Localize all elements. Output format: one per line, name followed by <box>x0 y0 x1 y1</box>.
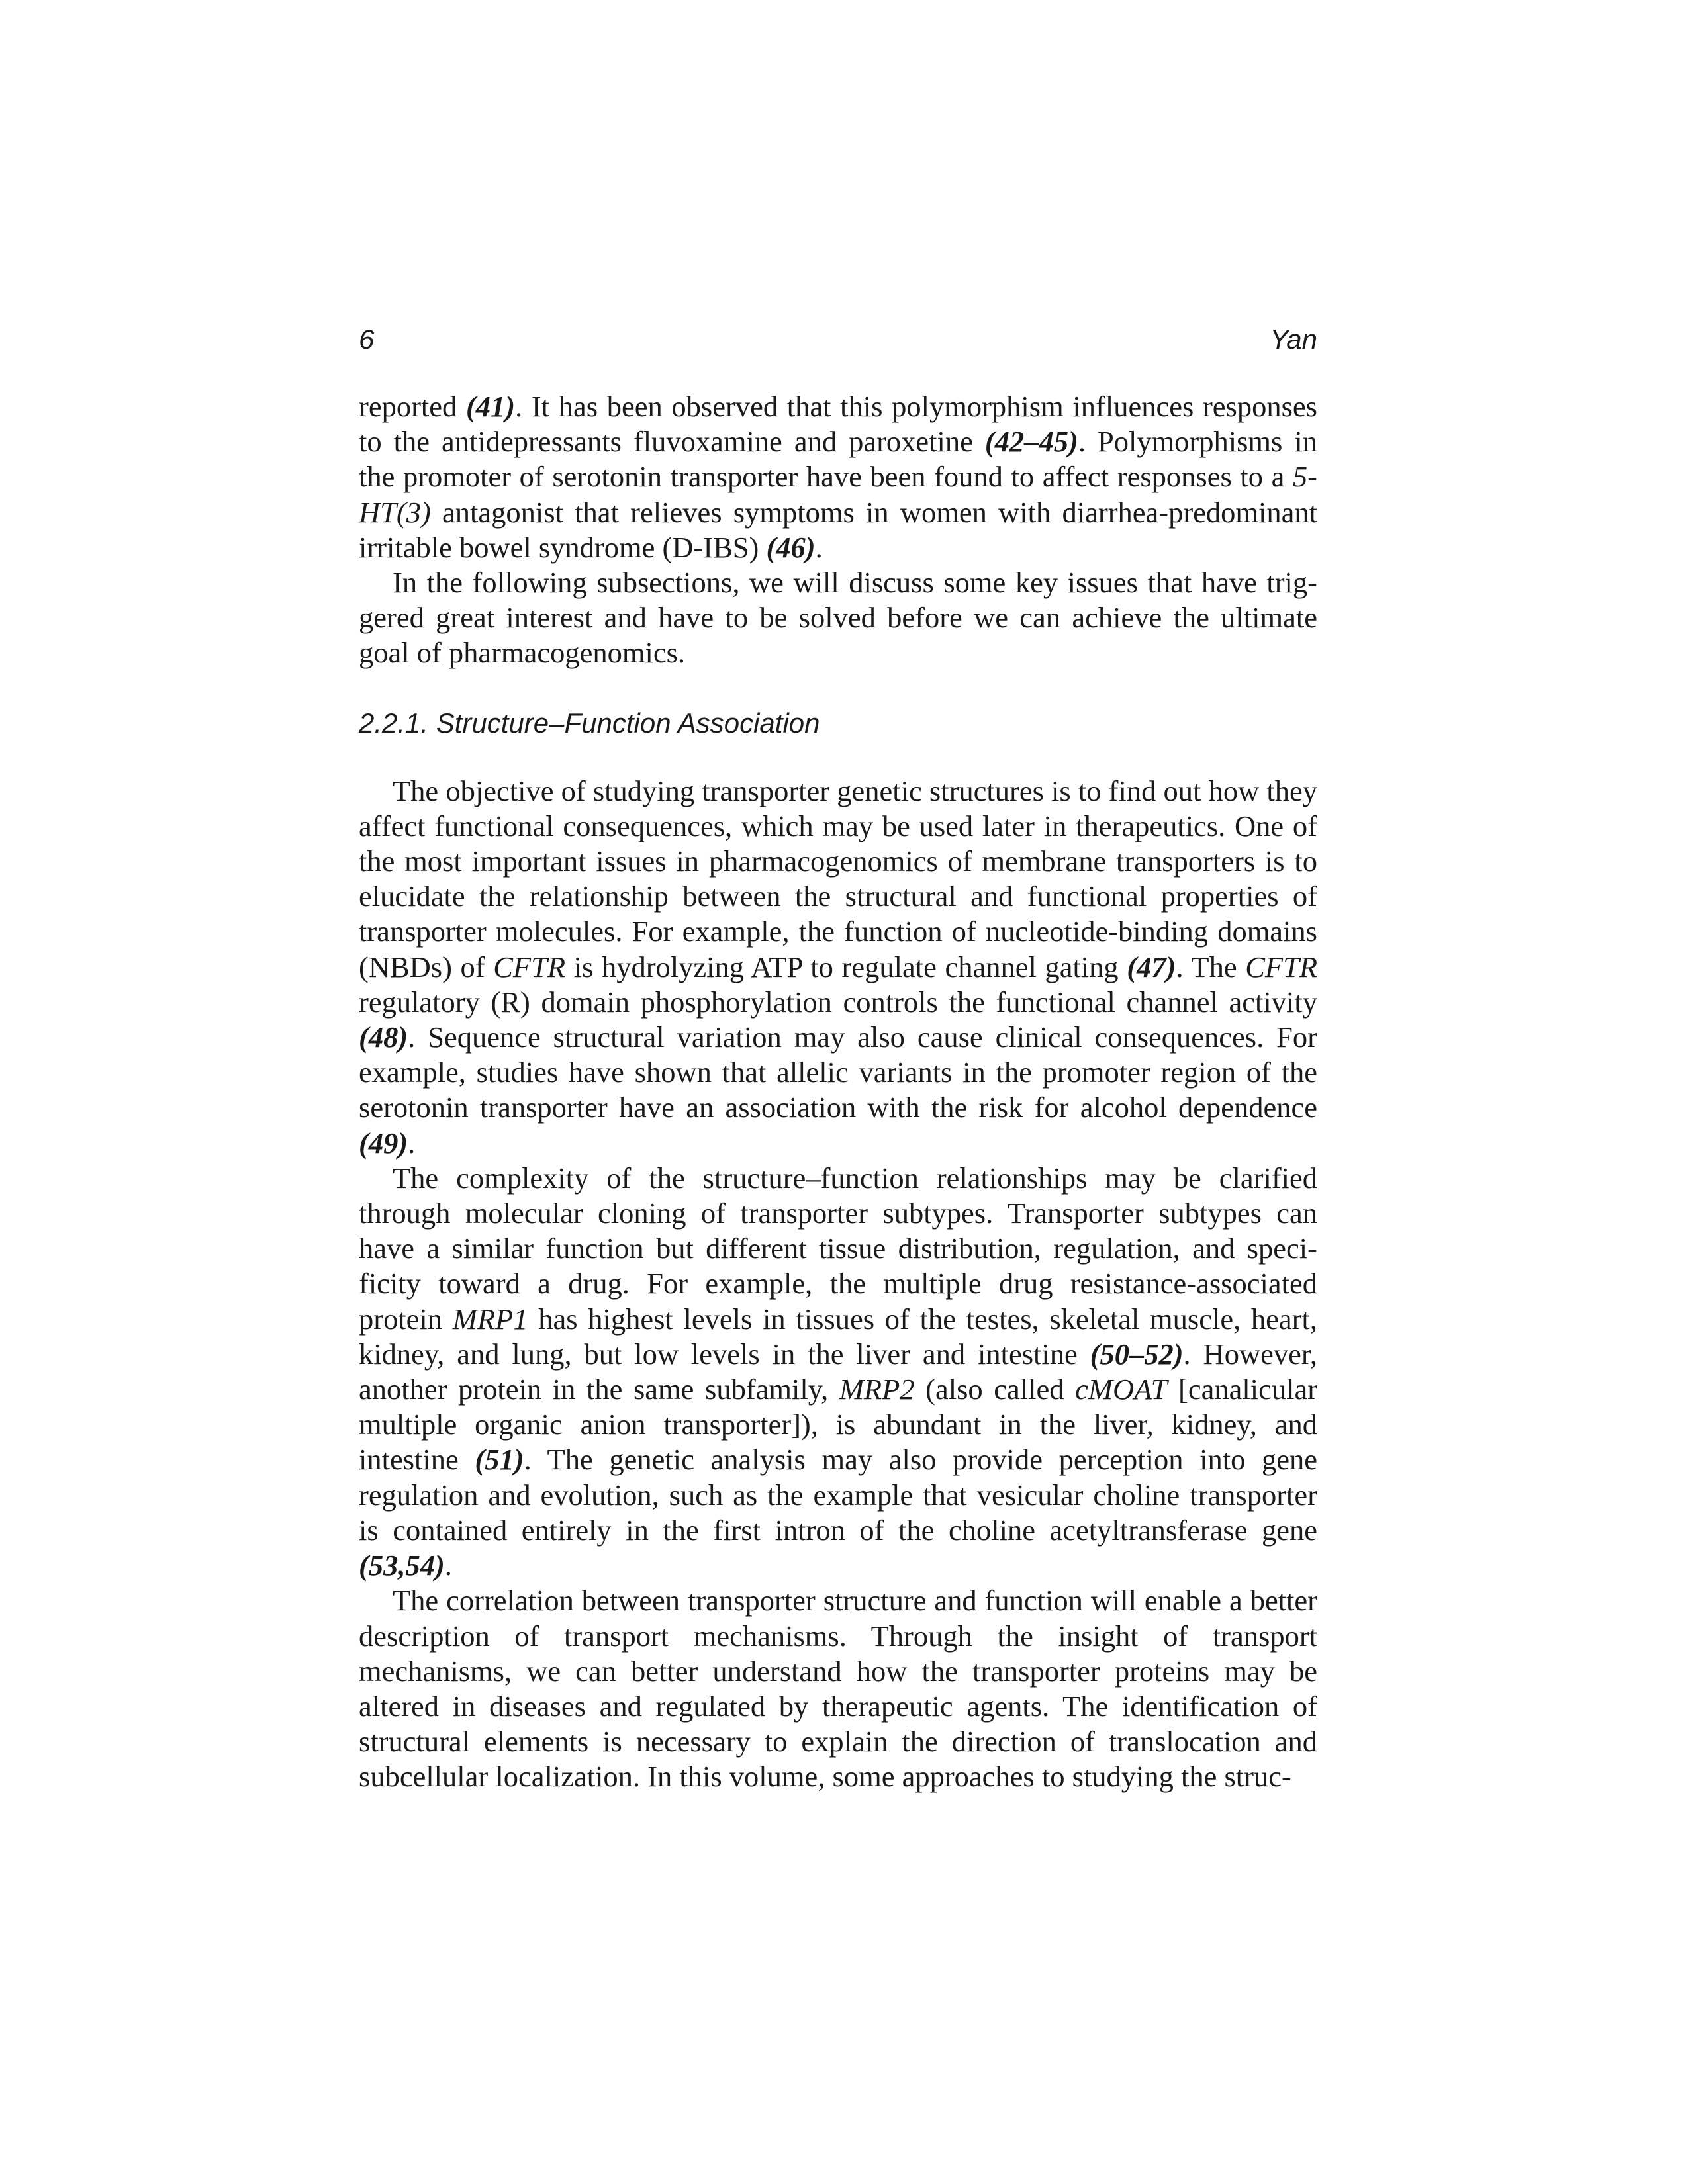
gene-name: MRP1 <box>452 1302 528 1336</box>
page-number: 6 <box>359 324 375 355</box>
paragraph-2: In the following subsections, we will discuss some key issues that have triggered great interest and have to be solved before we can achieve the ultimate goal of pharmacogenomics. <box>359 566 1317 670</box>
page-header <box>359 316 1317 363</box>
gene-name: 5-HT(3) <box>359 460 1317 529</box>
citation: (49) <box>359 1126 408 1160</box>
citation: (47) <box>1127 950 1176 983</box>
body-text <box>359 389 1317 1795</box>
citation: (41) <box>465 390 516 423</box>
section-heading: 2.2.1. Structure–Function Association <box>359 707 820 739</box>
citation: (48) <box>359 1021 408 1054</box>
gene-name: cMOAT <box>1075 1373 1168 1406</box>
citation: (51) <box>475 1443 524 1477</box>
citation: (53,54) <box>359 1549 445 1582</box>
paragraph-1: reported (41). It has been observed that this polymorphism influences responses to the antidepressants fluvoxamine and paroxetine (42–45). Polymorphisms in the promoter of serotonin transporter have been found to affect responses to a 5-HT(3) antagonist that relieves symptoms in women with diarrhea-predominant irritable bowel syndrome (D-IBS) (46). <box>359 390 1317 564</box>
paragraph-4: The complexity of the structure–function relationships may be clarified through molecular cloning of transporter subtypes. Transporter subtypes can have a similar function but different tissue distribution, regulation, and specificity toward a drug. For example, the multiple drug resistance-associated protein MRP1 has highest levels in tissues of the testes, skeletal muscle, heart, kidney, and lung, but low levels in the liver and intestine (50–52). However, another protein in the same subfamily, MRP2 (also called cMOAT [canalicular multiple organic anion transporter]), is abundant in the liver, kidney, and intestine (51). The genetic analysis may also provide perception into gene regulation and evolution, such as the example that vesicular choline transporter is contained entirely in the first intron of the choline acetyltransferase gene (53,54). <box>359 1161 1318 1582</box>
citation: (50–52) <box>1090 1337 1184 1371</box>
gene-name: CFTR <box>1245 950 1317 983</box>
gene-name: MRP2 <box>839 1373 915 1406</box>
citation: (46) <box>766 530 816 564</box>
paragraph-5: The correlation between transporter structure and function will enable a better description of transport mechanisms. Through the insight of transport mechanisms, we can better understand how the transporter proteins may be altered in diseases and regulated by therapeutic agents. The identification of structural elements is necessary to explain the direction of translocation and subcellular localization. In this volume, some approaches to studying the struc- <box>359 1584 1317 1794</box>
paragraph-3: The objective of studying transporter genetic structures is to find out how they affect functional consequences, which may be used later in therapeutics. One of the most important issues in pharmacogenomics of membrane transporters is to elucidate the relationship between the structural and functional properties of transporter molecules. For example, the function of nucleotide-binding domains (NBDs) of CFTR is hydrolyzing ATP to regulate channel gating (47). The CFTR regulatory (R) domain phosphorylation controls the functional channel activity (48). Sequence structural variation may also cause clinical consequences. For example, studies have shown that allelic variants in the promoter region of the serotonin transporter have an association with the risk for alcohol dependence (49). <box>359 774 1317 1160</box>
gene-name: CFTR <box>493 950 566 983</box>
citation: (42–45) <box>984 425 1078 459</box>
running-head: Yan <box>1270 324 1317 355</box>
